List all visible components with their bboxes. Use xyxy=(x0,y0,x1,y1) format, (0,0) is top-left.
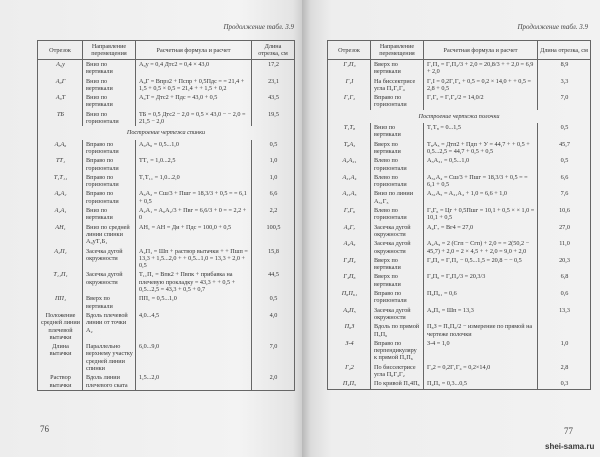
header-formula: Расчетная формула и расчет xyxy=(136,41,252,60)
formula-cell: Г₄П₄ = Г₁П₂ − 0,5...1,5 = 20,8 − − 0,5 xyxy=(424,256,538,273)
table-continuation-label: Продолжение табл. 3.9 xyxy=(517,23,588,31)
page-number: 77 xyxy=(564,426,573,436)
segment-cell: З-4 xyxy=(328,339,371,363)
table-row xyxy=(38,60,295,77)
formula-cell: A₄A₉ = 2 (Сгп − Сгп) + 2,0 = = 2(50,2 − 45,7) + 2,0 = 2 × 4,5 + + 2,0 = 9,0 + 2,0 xyxy=(424,239,538,256)
table-row xyxy=(328,256,591,273)
direction-cell: Вниз по вертикали xyxy=(371,123,424,140)
direction-cell: Вдоль линии плечевого ската xyxy=(83,373,136,390)
direction-cell: Влево по горизонтали xyxy=(371,206,424,223)
direction-cell: Вниз по линии A₃₁Г₃ xyxy=(371,189,424,206)
table-row xyxy=(38,110,295,127)
length-cell: 0,5 xyxy=(538,156,591,173)
segment-cell: A₃₁A₅ xyxy=(328,189,371,206)
segment-cell: A₃₁A₄ xyxy=(328,173,371,190)
direction-cell: Вверх по вертикали xyxy=(371,60,424,77)
length-cell: 45,7 xyxy=(538,140,591,157)
direction-cell: Вдоль по прямой П₅П₆ xyxy=(371,322,424,339)
direction-cell: Параллельно верхнему участку средней линии спинки xyxy=(83,342,136,373)
length-cell: 19,5 xyxy=(252,110,295,127)
segment-cell: Г₄П₄ xyxy=(328,256,371,273)
length-cell: 13,3 xyxy=(538,306,591,323)
segment-cell: A₂П₁ xyxy=(38,247,83,271)
segment-cell: П₄П₅ xyxy=(328,379,371,389)
length-cell: 4,0 xyxy=(252,311,295,342)
length-cell: 2,2 xyxy=(252,206,295,223)
table-row xyxy=(328,239,591,256)
segment-cell: Положение средней линии плечевой вытачки xyxy=(38,311,83,342)
table-row xyxy=(38,311,295,342)
formula-cell: A₂A₁ = A₆A₂/3 + Пвг = 6,6/3 + 0 = = 2,2 + 0 xyxy=(136,206,252,223)
segment-cell: A₀T xyxy=(38,93,83,110)
formula-cell: Г₁П₃ = Г₁П₂/3 + 2,0 = 20,8/3 + + 2,0 = 6,9 + 2,0 xyxy=(424,60,538,77)
length-cell: 6,6 xyxy=(538,173,591,190)
header-length: Длина отрезка, см xyxy=(252,41,295,60)
length-cell xyxy=(538,322,591,339)
segment-cell: Г₄2 xyxy=(328,363,371,380)
formula-cell: T₁₁П₁ = Впк2 + Пвпк + прибавка на плечевую прокладку = 43,3 + + 0,5 + 0,5...2,5 = 43,3 + 0,5 + 0,7 xyxy=(136,270,252,294)
direction-cell: Вверх по вертикали xyxy=(371,272,424,289)
length-cell: 8,9 xyxy=(538,60,591,77)
direction-cell: Засечка дугой окружности xyxy=(83,247,136,271)
direction-cell: Вниз по вертикали xyxy=(83,77,136,94)
table-row xyxy=(328,322,591,339)
header-direction: Направление перемещения xyxy=(371,41,424,60)
table-row xyxy=(38,173,295,190)
formula-cell: A₉П₅ = Шп = 13,3 xyxy=(424,306,538,323)
table-row xyxy=(38,294,295,311)
formula-cell: П₆П₆₁ = 0,6 xyxy=(424,289,538,306)
table-row xyxy=(38,206,295,223)
formula-cell: A₀Г = Впрз2 + Пспр + 0,5Пдс = = 21,4 + 1,5 + 0,5 × 0,5 = 21,4 + + 1,5 + 0,2 xyxy=(136,77,252,94)
table-row xyxy=(38,342,295,373)
formula-cell: Г₄П₆ = Г₄П₄/3 = 20,3/3 xyxy=(424,272,538,289)
direction-cell: Вверх по вертикали xyxy=(83,294,136,311)
segment-cell: A₀у xyxy=(38,60,83,77)
table-row xyxy=(328,173,591,190)
length-cell: 43,5 xyxy=(252,93,295,110)
header-segment: Отрезок xyxy=(328,41,371,60)
direction-cell: Вниз по средней линии спинки A₀уT₁Б₁ xyxy=(83,223,136,247)
table-row xyxy=(38,373,295,390)
table-row xyxy=(328,60,591,77)
length-cell: 100,5 xyxy=(252,223,295,247)
section-heading: Построение чертежа спинки xyxy=(126,129,206,137)
segment-cell: T₁T₁₁ xyxy=(38,173,83,190)
length-cell: 0,5 xyxy=(538,123,591,140)
segment-cell: T₁₁П₁ xyxy=(38,270,83,294)
direction-cell: По кривой П₅4П₆ xyxy=(371,379,424,389)
table-row xyxy=(328,339,591,363)
header-formula: Расчетная формула и расчет xyxy=(424,41,538,60)
table-row xyxy=(328,189,591,206)
formula-cell: Г₁Г₂ = Г₁Г₄/2 = 14,0/2 xyxy=(424,93,538,110)
table-row xyxy=(38,156,295,173)
direction-cell: Вправо по горизонтали xyxy=(83,189,136,206)
direction-cell: По биссектрисе угла П₆Г₄Г₂ xyxy=(371,363,424,380)
length-cell: 1,0 xyxy=(252,156,295,173)
direction-cell: Вправо по горизонтали xyxy=(83,156,136,173)
length-cell: 15,8 xyxy=(252,247,295,271)
formula-cell: A₀у = 0,4 Дтс2 = 0,4 × 43,0 xyxy=(136,60,252,77)
formula-cell: ТБ = 0,5 Дтс2 − 2,0 = 0,5 × 43,0 − − 2,0 = 21,5 − 2,0 xyxy=(136,110,252,127)
length-cell: 0,3 xyxy=(538,379,591,389)
table-row xyxy=(38,189,295,206)
length-cell: 7,0 xyxy=(538,93,591,110)
direction-cell: Влево по горизонтали xyxy=(371,173,424,190)
direction-cell: Вправо по перпендикуляру к прямой П₅П₆ xyxy=(371,339,424,363)
length-cell: 7,0 xyxy=(252,342,295,373)
table-row xyxy=(38,93,295,110)
table-row xyxy=(328,289,591,306)
length-cell: 2,8 xyxy=(538,363,591,380)
length-cell: 0,6 xyxy=(538,289,591,306)
segment-cell: A₉П₅ xyxy=(328,306,371,323)
section-heading-row xyxy=(328,110,591,123)
segment-cell: Г₁I xyxy=(328,77,371,94)
direction-cell: Вправо по горизонтали xyxy=(83,140,136,157)
segment-cell: A₀A₆ xyxy=(38,140,83,157)
table-row xyxy=(328,379,591,389)
segment-cell: T₁T₈ xyxy=(328,123,371,140)
table-row xyxy=(38,270,295,294)
direction-cell: На биссектрисе угла П₃Г₁Г₄ xyxy=(371,77,424,94)
length-cell: 1,0 xyxy=(538,339,591,363)
length-cell: 3,3 xyxy=(538,77,591,94)
watermark: shei-sama.ru xyxy=(545,442,595,451)
length-cell: 0,5 xyxy=(252,140,295,157)
formula-cell: TT₁ = 1,0...2,5 xyxy=(136,156,252,173)
formula-cell: A₃₁A₄ = Сш/3 + Пшг = 18,3/3 + 0,5 = = 6,1 + 0,5 xyxy=(424,173,538,190)
segment-cell: Г₁П₃ xyxy=(328,60,371,77)
direction-cell: Вверх по вертикали xyxy=(371,256,424,273)
formula-cell: A₃₁A₅ = A₃₁A₄ + 1,0 = 6,6 + 1,0 xyxy=(424,189,538,206)
direction-cell: Засечка дугой окружности xyxy=(371,223,424,240)
formula-cell: T₁T₁₁ = 1,0...2,0 xyxy=(136,173,252,190)
table-row xyxy=(38,223,295,247)
table-row xyxy=(328,77,591,94)
table-row xyxy=(38,247,295,271)
formula-cell: 4,0...4,5 xyxy=(136,311,252,342)
segment-cell: Г₄П₆ xyxy=(328,272,371,289)
header-length: Длина отрезка, см xyxy=(538,41,591,60)
direction-cell: Вправо по горизонтали xyxy=(371,289,424,306)
formula-cell: П₄П₅ = 0,3...0,5 xyxy=(424,379,538,389)
length-cell: 10,6 xyxy=(538,206,591,223)
length-cell: 7,6 xyxy=(538,189,591,206)
direction-cell: Засечка дугой окружности xyxy=(371,306,424,323)
direction-cell: Вниз по вертикали xyxy=(83,93,136,110)
length-cell: 6,6 xyxy=(252,189,295,206)
segment-cell: ТБ xyxy=(38,110,83,127)
table-continuation-label: Продолжение табл. 3.9 xyxy=(223,23,294,31)
length-cell: 1,0 xyxy=(252,173,295,190)
segment-cell: Длина вытачки xyxy=(38,342,83,373)
direction-cell: Вправо по горизонтали xyxy=(371,93,424,110)
header-direction: Направление перемещения xyxy=(83,41,136,60)
length-cell: 0,5 xyxy=(252,294,295,311)
direction-cell: Вниз по вертикали xyxy=(83,206,136,223)
table-row xyxy=(328,140,591,157)
length-cell: 44,5 xyxy=(252,270,295,294)
segment-cell: A₃A₃₁ xyxy=(328,156,371,173)
direction-cell: Вдоль плечевой линии от точки A₂ xyxy=(83,311,136,342)
formula-cell: П₆З = П₅П₆/2 − измерение по прямой на чертеже полочки xyxy=(424,322,538,339)
formula-cell: A₂П₁ = Шп + раствор вытачки + + Пшп = 13,3 + 1,5...2,0 + + 0,5...1,0 = 13,3 + 2,0 + 0,5 xyxy=(136,247,252,271)
formula-cell: A₀A₆ = 0,5...1,0 xyxy=(136,140,252,157)
length-cell: 11,0 xyxy=(538,239,591,256)
direction-cell: Вниз по горизонтали xyxy=(83,110,136,127)
formula-cell: T₁T₈ = 0...1,5 xyxy=(424,123,538,140)
table-row xyxy=(328,156,591,173)
length-cell: 2,0 xyxy=(252,373,295,390)
segment-cell: A₀Г xyxy=(38,77,83,94)
segment-cell: ПП₁ xyxy=(38,294,83,311)
formula-cell: Г₅Г₆ = Цг + 0,5Пшг = 10,1 + 0,5 × × 1,0 = 10,1 + 0,5 xyxy=(424,206,538,223)
table-row xyxy=(328,306,591,323)
segment-cell: A₄Г₇ xyxy=(328,223,371,240)
formula-cell: AH₁ = AH = Ди + Пдс = 100,0 + 0,5 xyxy=(136,223,252,247)
formula-cell: З-4 = 1,0 xyxy=(424,339,538,363)
page-number: 76 xyxy=(40,424,49,434)
formula-cell: A₃A₃₁ = 0,5...1,0 xyxy=(424,156,538,173)
segment-cell: Г₅Г₆ xyxy=(328,206,371,223)
table-row xyxy=(328,223,591,240)
formula-cell: 1,5...2,0 xyxy=(136,373,252,390)
formula-cell: 6,0...9,0 xyxy=(136,342,252,373)
section-heading: Построение чертежа полочки xyxy=(418,112,500,120)
segment-cell: AH₁ xyxy=(38,223,83,247)
formula-cell: ПП₁ = 0,5...1,0 xyxy=(136,294,252,311)
segment-cell: A₂A₁ xyxy=(38,206,83,223)
header-segment: Отрезок xyxy=(38,41,83,60)
table-row xyxy=(328,123,591,140)
length-cell: 6,8 xyxy=(538,272,591,289)
table-row xyxy=(328,272,591,289)
calculation-table-left xyxy=(37,40,295,391)
formula-cell: A₆A₂ = Сш/3 + Пшг = 18,3/3 + 0,5 = = 6,1 + 0,5 xyxy=(136,189,252,206)
direction-cell: Засечка дугой окружности xyxy=(83,270,136,294)
segment-cell: A₆A₂ xyxy=(38,189,83,206)
formula-cell: A₀T = Дтс2 + Пдс = 43,0 + 0,5 xyxy=(136,93,252,110)
calculation-table-right xyxy=(327,40,591,390)
segment-cell: T₈A₃ xyxy=(328,140,371,157)
direction-cell: Засечка дугой окружности xyxy=(371,239,424,256)
direction-cell: Вниз по вертикали xyxy=(83,60,136,77)
table-row xyxy=(328,93,591,110)
table-row xyxy=(38,77,295,94)
table-row xyxy=(328,206,591,223)
segment-cell: Г₁Г₂ xyxy=(328,93,371,110)
length-cell: 27,0 xyxy=(538,223,591,240)
table-row xyxy=(38,140,295,157)
direction-cell: Вверх по вертикали xyxy=(371,140,424,157)
table-row xyxy=(328,363,591,380)
right-page xyxy=(302,0,600,457)
formula-cell: T₈A₃ = Дтп2 + Пдп + У = 44,7 + + 0,5 + 0,5...2,5 = 44,7 + 0,5 + 0,5 xyxy=(424,140,538,157)
length-cell: 20,3 xyxy=(538,256,591,273)
formula-cell: Г₄2 = 0,2Г₁Г₄ = 0,2×14,0 xyxy=(424,363,538,380)
segment-cell: TT₁ xyxy=(38,156,83,173)
formula-cell: Г₁I = 0,2Г₁Г₄ + 0,5 = 0,2 × 14,0 + + 0,5 = 2,8 + 0,5 xyxy=(424,77,538,94)
length-cell: 17,2 xyxy=(252,60,295,77)
segment-cell: П₆З xyxy=(328,322,371,339)
section-heading-row xyxy=(38,126,295,139)
formula-cell: A₄Г₇ = Вг4 = 27,0 xyxy=(424,223,538,240)
segment-cell: Раствор вытачки xyxy=(38,373,83,390)
segment-cell: П₆П₆₁ xyxy=(328,289,371,306)
direction-cell: Влево по горизонтали xyxy=(371,156,424,173)
direction-cell: Вправо по горизонтали xyxy=(83,173,136,190)
length-cell: 23,1 xyxy=(252,77,295,94)
segment-cell: A₄A₉ xyxy=(328,239,371,256)
